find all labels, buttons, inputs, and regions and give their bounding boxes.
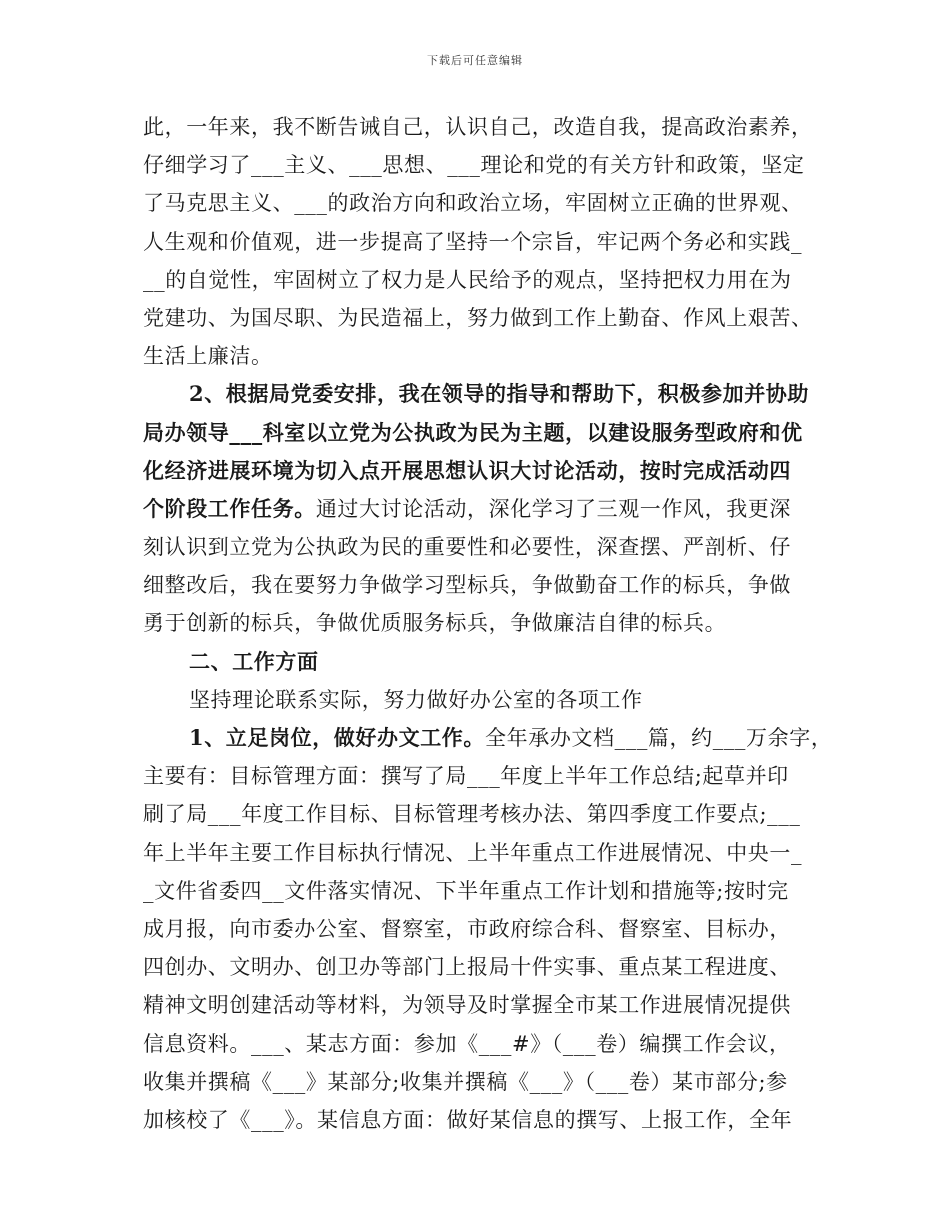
bold-text-segment: 1、立足岗位，做好办文工作。: [189, 725, 486, 750]
text-line: [143, 299, 833, 337]
text-segment: 主要有：目标管理方面：撰写了局___年度上半年工作总结;起草并印: [143, 764, 789, 789]
text-line: [143, 872, 833, 910]
text-line: [143, 681, 833, 719]
text-line: [143, 1101, 833, 1139]
text-line: [143, 719, 833, 757]
text-segment: _文件省委四__文件落实情况、下半年重点工作计划和措施等;按时完: [143, 878, 789, 903]
text-line: [143, 834, 833, 872]
text-segment: 信息资料。___、某志方面：参加《___#》（___卷）编撰工作会议，: [143, 1031, 791, 1056]
text-segment: 四创办、文明办、创卫办等部门上报局十件实事、重点某工程进度、: [143, 955, 791, 980]
text-line: [143, 490, 833, 528]
text-line: [143, 146, 833, 184]
text-segment: 仔细学习了___主义、___思想、___理论和党的有关方针和政策，坚定: [143, 153, 805, 178]
document-body: [143, 108, 833, 1139]
text-line: [143, 414, 833, 452]
bold-text-segment: 个阶段工作任务。: [143, 495, 316, 521]
text-line: [143, 375, 833, 413]
text-line: [143, 757, 833, 795]
text-segment: 生活上廉洁。: [143, 344, 273, 369]
text-line: [143, 948, 833, 986]
text-segment: 刻认识到立党为公执政为民的重要性和必要性，深查摆、严剖析、仔: [143, 535, 791, 560]
bold-text-segment: 局办领导___科室以立党为公执政为民为主题，以建设服务型政府和优: [143, 419, 803, 445]
text-segment: 人生观和价值观，进一步提高了坚持一个宗旨，牢记两个务必和实践_: [143, 229, 803, 254]
text-line: [143, 986, 833, 1024]
bold-text-segment: 二、工作方面: [189, 648, 319, 674]
text-segment: 年上半年主要工作目标执行情况、上半年重点工作进展情况、中央一_: [143, 840, 803, 865]
text-line: [143, 1025, 833, 1063]
text-line: [143, 643, 833, 681]
text-segment: 全年承办文档___篇，约___万余字，: [485, 726, 833, 750]
text-segment: 收集并撰稿《___》某部分;收集并撰稿《___》（___卷）某市部分;参: [143, 1069, 788, 1094]
text-line: [143, 184, 833, 222]
text-segment: 细整改后，我在要努力争做学习型标兵，争做勤奋工作的标兵，争做: [143, 573, 791, 598]
text-line: [143, 452, 833, 490]
text-line: [143, 108, 833, 146]
text-segment: __的自觉性，牢固树立了权力是人民给予的观点，坚持把权力用在为: [143, 267, 792, 292]
bold-text-segment: 化经济进展环境为切入点开展思想认识大讨论活动，按时完成活动四: [143, 457, 791, 483]
text-segment: 党建功、为国尽职、为民造福上，努力做到工作上勤奋、作风上艰苦、: [143, 305, 813, 330]
text-segment: 坚持理论联系实际，努力做好办公室的各项工作: [189, 687, 643, 712]
text-segment: 刷了局___年度工作目标、目标管理考核办法、第四季度工作要点;___: [143, 802, 801, 827]
page-header: 下载后可任意编辑: [427, 54, 523, 67]
text-segment: 了马克思主义、___的政治方向和政治立场，牢固树立正确的世界观、: [143, 191, 803, 216]
text-line: [143, 795, 833, 833]
text-segment: 此，一年来，我不断告诫自己，认识自己，改造自我，提高政治素养，: [143, 115, 813, 139]
text-segment: 勇于创新的标兵，争做优质服务标兵，争做廉洁自律的标兵。: [143, 611, 727, 636]
bold-text-segment: 2、根据局党委安排，我在领导的指导和帮助下，积极参加并协助: [189, 381, 810, 407]
text-line: [143, 604, 833, 642]
text-line: [143, 910, 833, 948]
text-line: [143, 261, 833, 299]
text-line: [143, 223, 833, 261]
text-segment: 精神文明创建活动等材料，为领导及时掌握全市某工作进展情况提供: [143, 993, 791, 1018]
text-segment: 加核校了《___》。某信息方面：做好某信息的撰写、上报工作，全年: [143, 1107, 793, 1132]
text-line: [143, 528, 833, 566]
text-segment: 通过大讨论活动，深化学习了三观一作风，我更深: [315, 496, 792, 521]
text-line: [143, 566, 833, 604]
text-line: [143, 337, 833, 375]
text-segment: 成月报，向市委办公室、督察室，市政府综合科、督察室、目标办，: [143, 916, 791, 941]
text-line: [143, 1063, 833, 1101]
